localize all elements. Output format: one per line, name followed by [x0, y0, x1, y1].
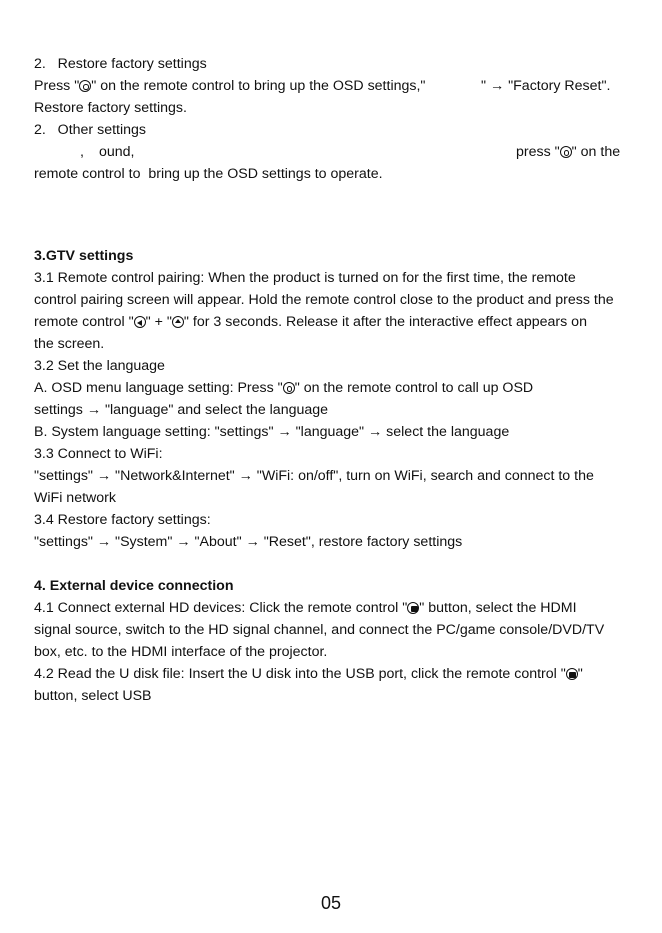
restore-text-c: " → "Factory Reset". [481, 78, 611, 94]
external-42-line-2: button, select USB [34, 688, 152, 704]
gtv-34-heading: 3.4 Restore factory settings: [34, 512, 211, 528]
gtv-31-line-1: 3.1 Remote control pairing: When the product is turned on for the first time, the remote [34, 270, 576, 286]
restore-text-a: Press " [34, 78, 80, 94]
other-fragment-ound: ound, [99, 144, 135, 160]
restore-text-b: " on the remote control to bring up the OSD settings," [91, 78, 426, 94]
other-line-2: remote control to bring up the OSD settings to operate. [34, 166, 383, 182]
back-icon [134, 316, 146, 328]
gtv-32-a-text-b: " on the remote control to call up OSD [294, 380, 534, 396]
other-fragment-comma: , [80, 144, 84, 160]
osd-settings-icon [560, 146, 572, 158]
gtv-32-heading: 3.2 Set the language [34, 358, 165, 374]
gtv-33-line-1: "settings" → "Network&Internet" → "WiFi: on/off", turn on WiFi, search and connect to the [34, 468, 594, 484]
gtv-32-a-text-a: A. OSD menu language setting: Press " [34, 380, 283, 396]
gtv-31-line-3 [34, 313, 587, 331]
restore-heading-text: Restore factory settings [57, 56, 207, 72]
other-text-press: press " [516, 144, 560, 160]
gtv-32-a-line-2: settings → "language" and select the language [34, 402, 329, 418]
gtv-31-line-4: the screen. [34, 336, 105, 352]
gtv-34-line-1: "settings" → "System" → "About" → "Reset", restore factory settings [34, 534, 463, 550]
external-42-text-a: 4.2 Read the U disk file: Insert the U disk into the USB port, click the remote control " [34, 666, 566, 682]
restore-heading [34, 55, 207, 73]
other-text-on-the: " on the [571, 144, 621, 160]
external-41-text-b: " button, select the HDMI [419, 600, 577, 616]
gtv-33-heading: 3.3 Connect to WiFi: [34, 446, 163, 462]
gtv-33-line-2: WiFi network [34, 490, 116, 506]
external-41-text-a: 4.1 Connect external HD devices: Click the remote control " [34, 600, 408, 616]
other-heading [34, 121, 146, 139]
gtv-31-text-c: " for 3 seconds. Release it after the interactive effect appears on [183, 314, 587, 330]
external-41-line-3: box, etc. to the HDMI interface of the projector. [34, 644, 328, 660]
external-42-text-b: " [577, 666, 583, 682]
restore-line-1 [34, 77, 425, 95]
restore-heading-number: 2. [34, 56, 46, 72]
page-number: 05 [320, 893, 342, 913]
gtv-31-line-2: control pairing screen will appear. Hold the remote control close to the product and press the [34, 292, 614, 308]
gtv-31-text-b: " + " [145, 314, 172, 330]
other-heading-text: Other settings [57, 122, 146, 138]
input-source-icon [566, 668, 578, 680]
gtv-heading: 3.GTV settings [34, 248, 134, 264]
gtv-32-a-line-1 [34, 379, 533, 397]
external-42-line-1 [34, 665, 583, 683]
restore-line-2: Restore factory settings. [34, 100, 187, 116]
other-heading-number: 2. [34, 122, 46, 138]
gtv-31-text-a: remote control " [34, 314, 134, 330]
gtv-32-b-line: B. System language setting: "settings" → "language" → select the language [34, 424, 510, 440]
restore-line-1-end [481, 77, 610, 95]
osd-settings-icon [283, 382, 295, 394]
other-line-1-end [516, 143, 620, 161]
external-41-line-1 [34, 599, 577, 617]
input-source-icon [407, 602, 419, 614]
home-icon [172, 316, 184, 328]
osd-settings-icon [79, 80, 91, 92]
external-heading: 4. External device connection [34, 578, 234, 594]
external-41-line-2: signal source, switch to the HD signal channel, and connect the PC/game console/DVD/TV [34, 622, 605, 638]
